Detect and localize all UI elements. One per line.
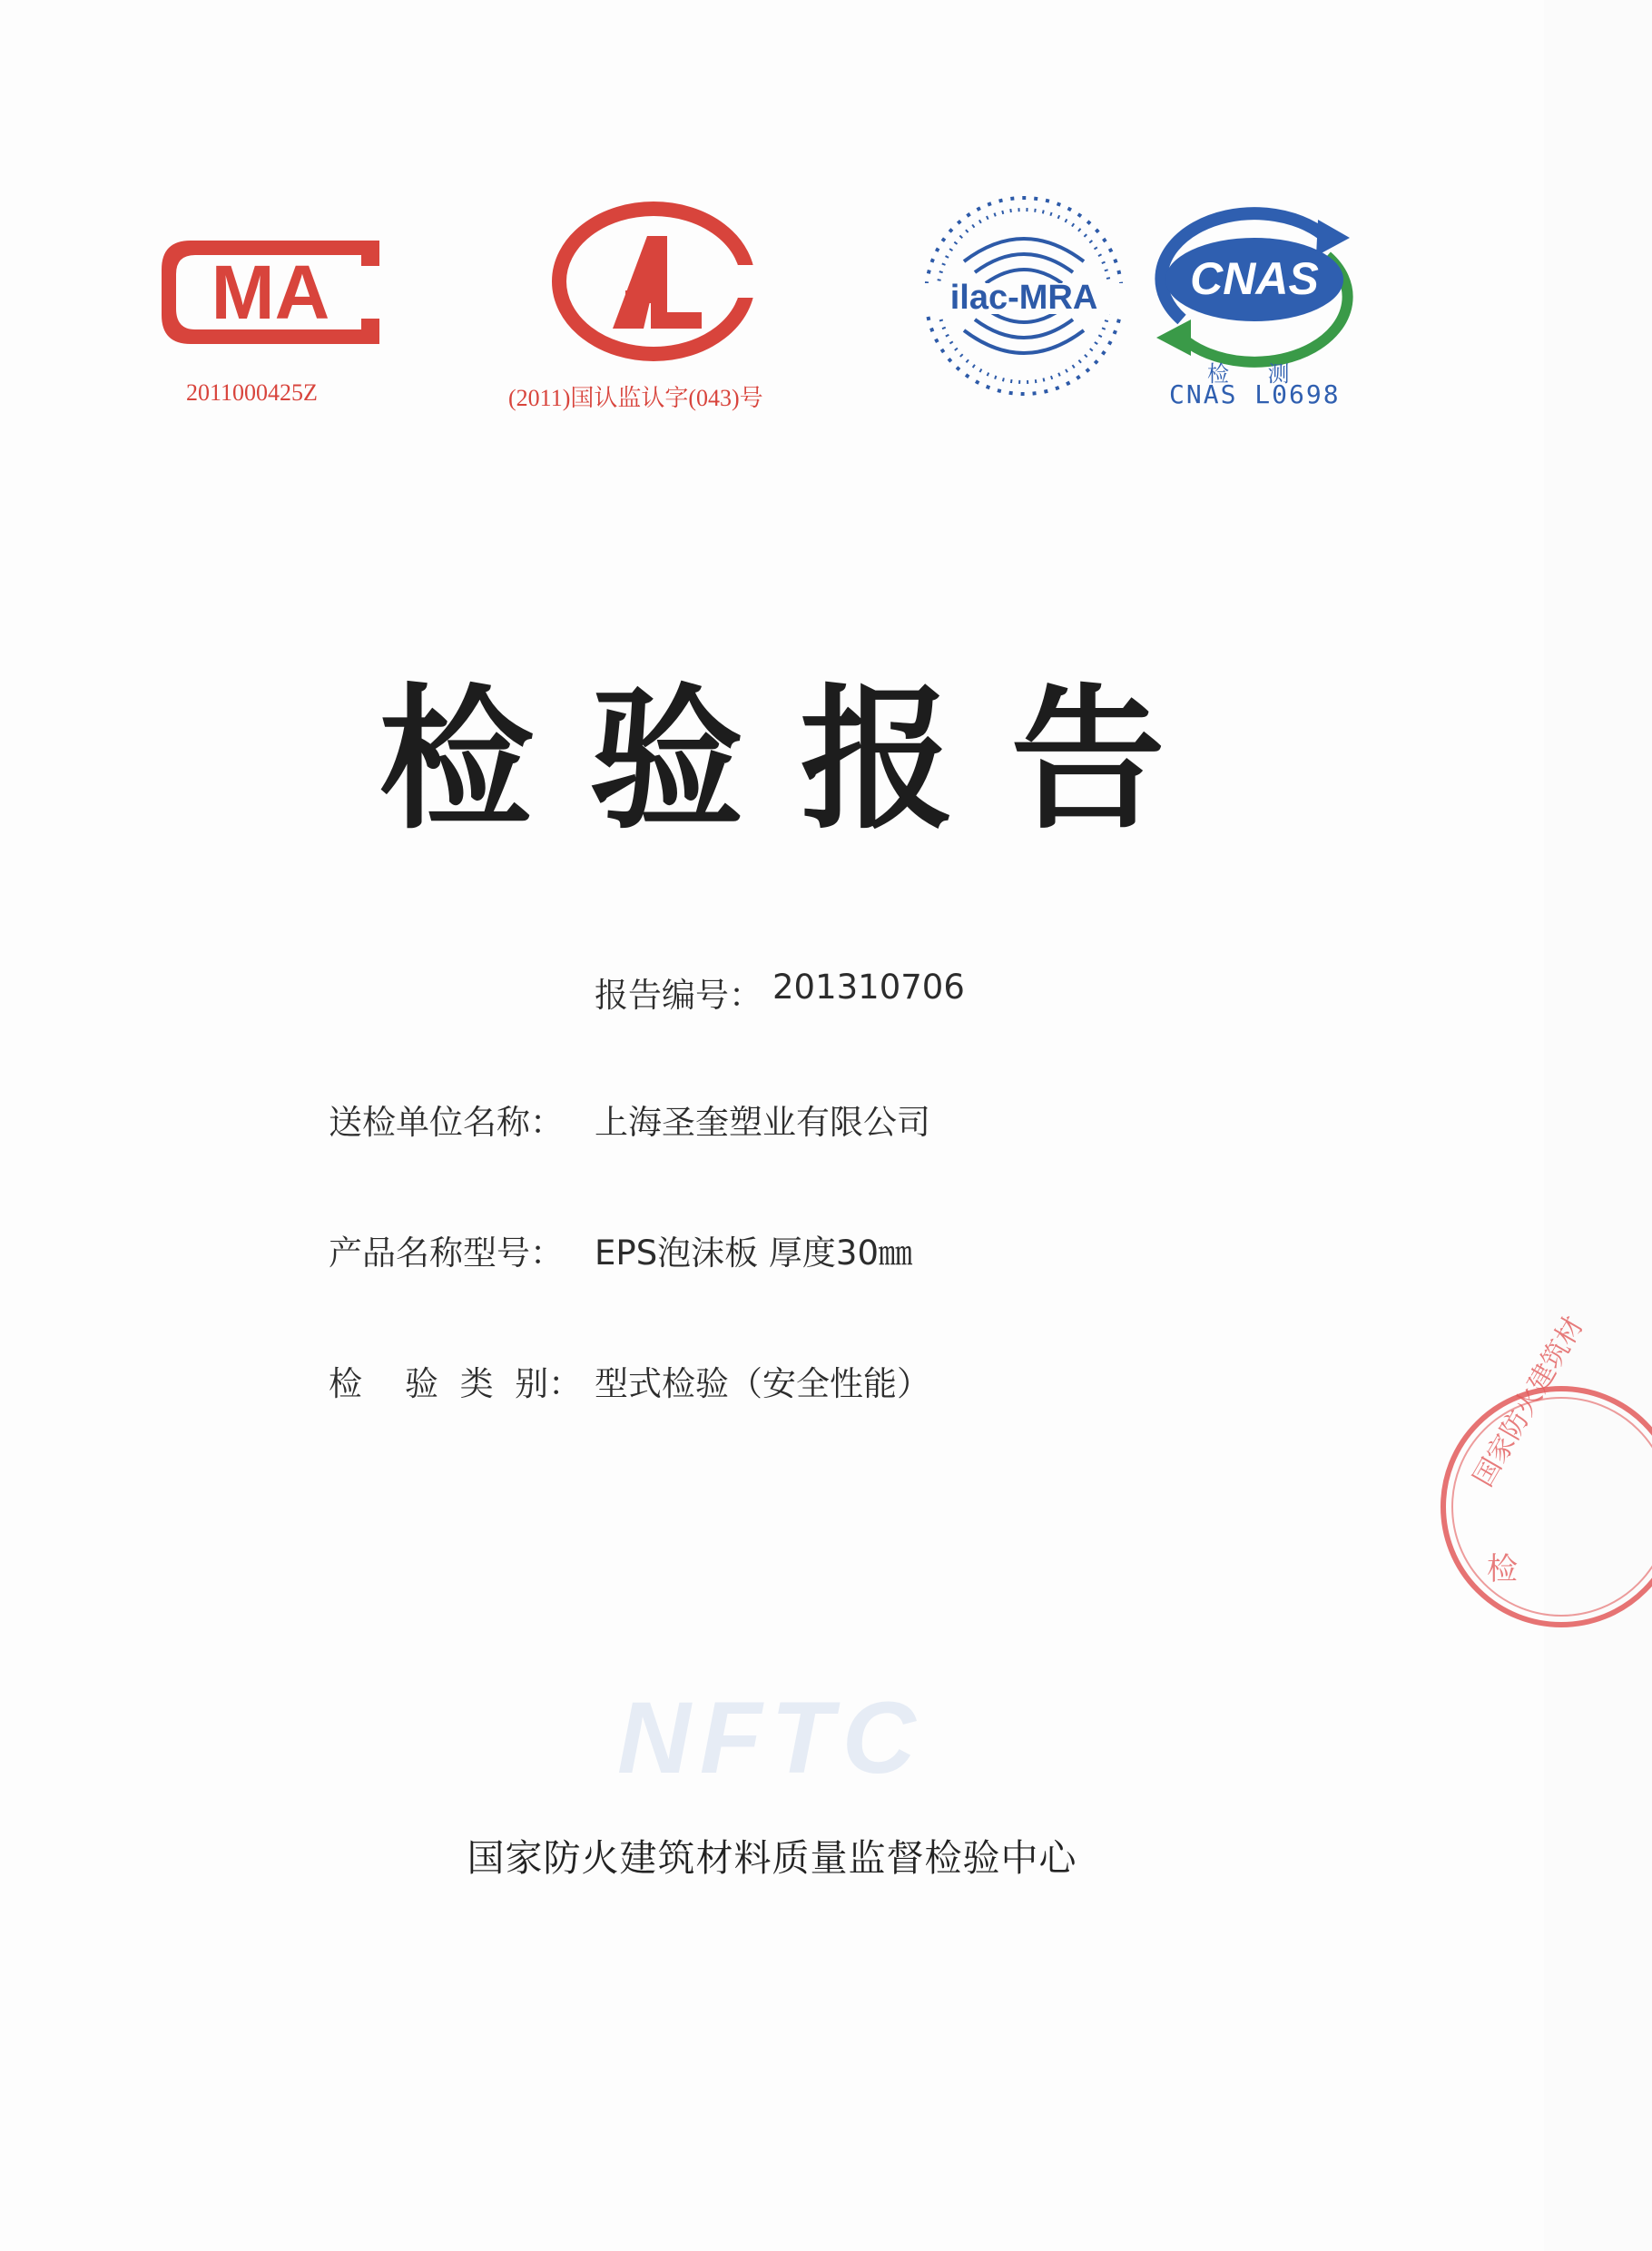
official-stamp — [1416, 1311, 1652, 1661]
product-label: 产品名称型号： — [329, 1234, 564, 1273]
cnas-logo — [1146, 202, 1354, 365]
cnas-logo-text: CNAS — [1190, 253, 1319, 304]
report-number-value: 201310706 — [772, 968, 965, 1007]
issuing-organization: 国家防火建筑材料质量监督检验中心 — [467, 1836, 1077, 1880]
cnas-test-label: 检 测 — [1207, 361, 1303, 387]
nftc-watermark: NFTC — [617, 1681, 925, 1794]
cnas-code: CNAS L0698 — [1169, 379, 1341, 409]
cal-caption: (2011)国认监认字(043)号 — [508, 385, 763, 411]
cal-logo — [549, 202, 758, 360]
inspection-type-value: 型式检验（安全性能） — [595, 1364, 930, 1403]
cma-logo — [154, 231, 390, 354]
ilac-mra-logo — [917, 189, 1131, 403]
product-row — [329, 1225, 1236, 1271]
cal-logo-graphic — [549, 202, 758, 360]
report-title: 检验报告 — [379, 671, 1222, 850]
client-value: 上海圣奎塑业有限公司 — [595, 1103, 930, 1142]
ilac-mra-logo-text: ilac-MRA — [949, 279, 1098, 317]
client-row — [329, 1095, 1236, 1140]
cma-caption: 2011000425Z — [186, 379, 318, 406]
official-stamp-graphic — [1416, 1311, 1652, 1661]
cma-logo-text: MA — [211, 250, 330, 335]
ilac-mra-logo-graphic — [917, 189, 1131, 403]
cma-logo-graphic — [154, 231, 390, 354]
client-label: 送检单位名称： — [329, 1103, 564, 1142]
report-number-row — [595, 968, 1230, 1013]
product-value: EPS泡沫板 厚度30㎜ — [595, 1234, 913, 1273]
inspection-type-label: 检 验 类 别： — [329, 1364, 583, 1403]
stamp-bottom-text: 检 — [1487, 1551, 1518, 1587]
report-number-label: 报告编号： — [595, 976, 762, 1015]
stamp-text: 国家防火建筑材 — [1467, 1311, 1590, 1492]
cnas-logo-graphic — [1146, 202, 1354, 365]
inspection-type-row — [329, 1356, 1236, 1401]
